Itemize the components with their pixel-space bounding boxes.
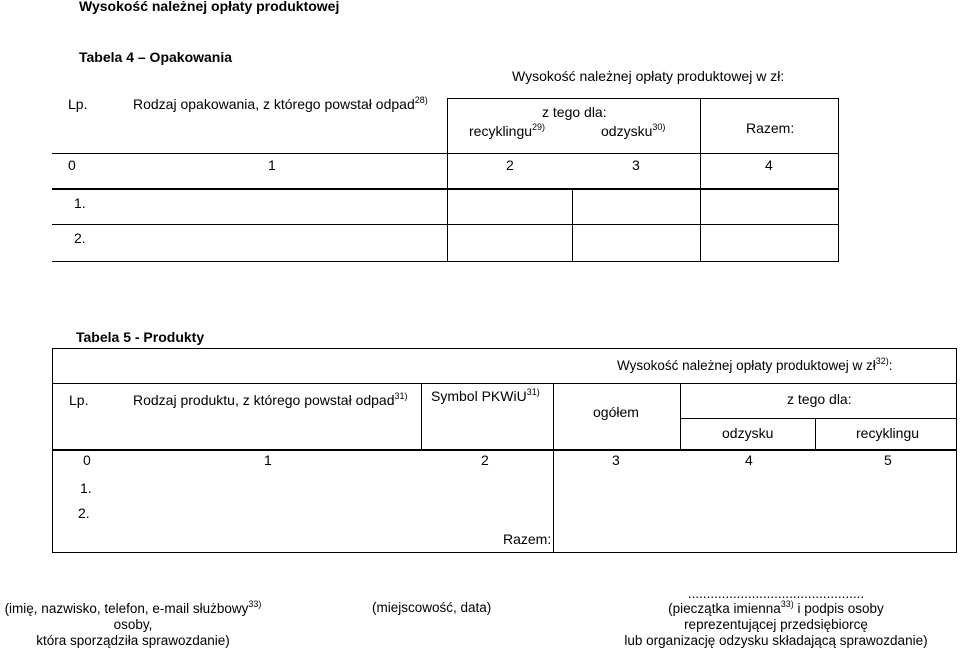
table4-col-total: Razem: xyxy=(746,120,795,136)
table4-row-2: 2. xyxy=(74,230,86,246)
table5-row-1: 1. xyxy=(80,480,92,496)
signature-left-line1: (imię, nazwisko, telefon, e-mail służbowy$^{33)}$ xyxy=(4,599,262,616)
signature-left-line3: która sporządziła sprawozdanie) xyxy=(36,633,230,648)
table5-col-total: ogółem xyxy=(593,404,639,420)
table5-group-header: Wysokość należnej opłaty produktowej w $zł^{32)}$: xyxy=(617,356,893,373)
table4-col-recovery: odzysku$^{30)}$ xyxy=(601,122,666,139)
table5-title: Tabela 5 - Produkty xyxy=(76,329,205,345)
signature-right-dots: ............................................... xyxy=(687,586,865,601)
table5-col-type: Rodzaj produktu, z którego powstał odpad$^{31)}$ xyxy=(133,391,408,408)
table5-sum-label: Razem: xyxy=(503,531,552,547)
table4-colnum-0: 0 xyxy=(68,157,76,173)
table5-subgroup: z tego dla: xyxy=(787,391,852,407)
table5-colnum-4: 4 xyxy=(745,452,753,468)
table5-col-lp: Lp. xyxy=(69,392,89,408)
table4-group-header: Wysokość należnej opłaty produktowej w zł: xyxy=(512,68,785,84)
table4-colnum-4: 4 xyxy=(765,157,773,173)
signature-right-line1: (pieczątka imienna$^{33)}$ i podpis osoby xyxy=(668,599,884,616)
signature-right-line2: reprezentującej przedsiębiorcę xyxy=(684,617,868,632)
table5-colnum-3: 3 xyxy=(612,452,620,468)
table5-col-recycling: recyklingu xyxy=(856,425,920,441)
section-heading: Wysokość należnej opłaty produktowej xyxy=(79,0,340,14)
table4-colnum-3: 3 xyxy=(632,157,640,173)
table4-subgroup: z tego dla: xyxy=(542,104,607,120)
table5-col-symbol: Symbol PKWiU$^{31)}$ xyxy=(431,387,540,404)
table4-col-recycling: recyklingu$^{29)}$ xyxy=(469,122,546,139)
table5-colnum-1: 1 xyxy=(264,452,272,468)
table4-col-lp: Lp. xyxy=(68,96,88,112)
signature-left-line2: osoby, xyxy=(113,617,153,632)
table4-title: Tabela 4 – Opakowania xyxy=(79,49,233,65)
table5-col-recovery: odzysku xyxy=(722,425,774,441)
table4-colnum-1: 1 xyxy=(268,157,276,173)
table5-row-2: 2. xyxy=(78,505,90,521)
signature-right-line3: lub organizację odzysku składającą sprawozdanie) xyxy=(624,633,928,648)
table4-row-1: 1. xyxy=(74,195,86,211)
table4-col-type: Rodzaj opakowania, z którego powstał odpad$^{28)}$ xyxy=(133,95,428,112)
table5-colnum-5: 5 xyxy=(884,452,892,468)
table5-colnum-2: 2 xyxy=(481,452,489,468)
table5-colnum-0: 0 xyxy=(83,452,91,468)
table4-colnum-2: 2 xyxy=(506,157,514,173)
signature-place-date: (miejscowość, data) xyxy=(372,600,492,615)
